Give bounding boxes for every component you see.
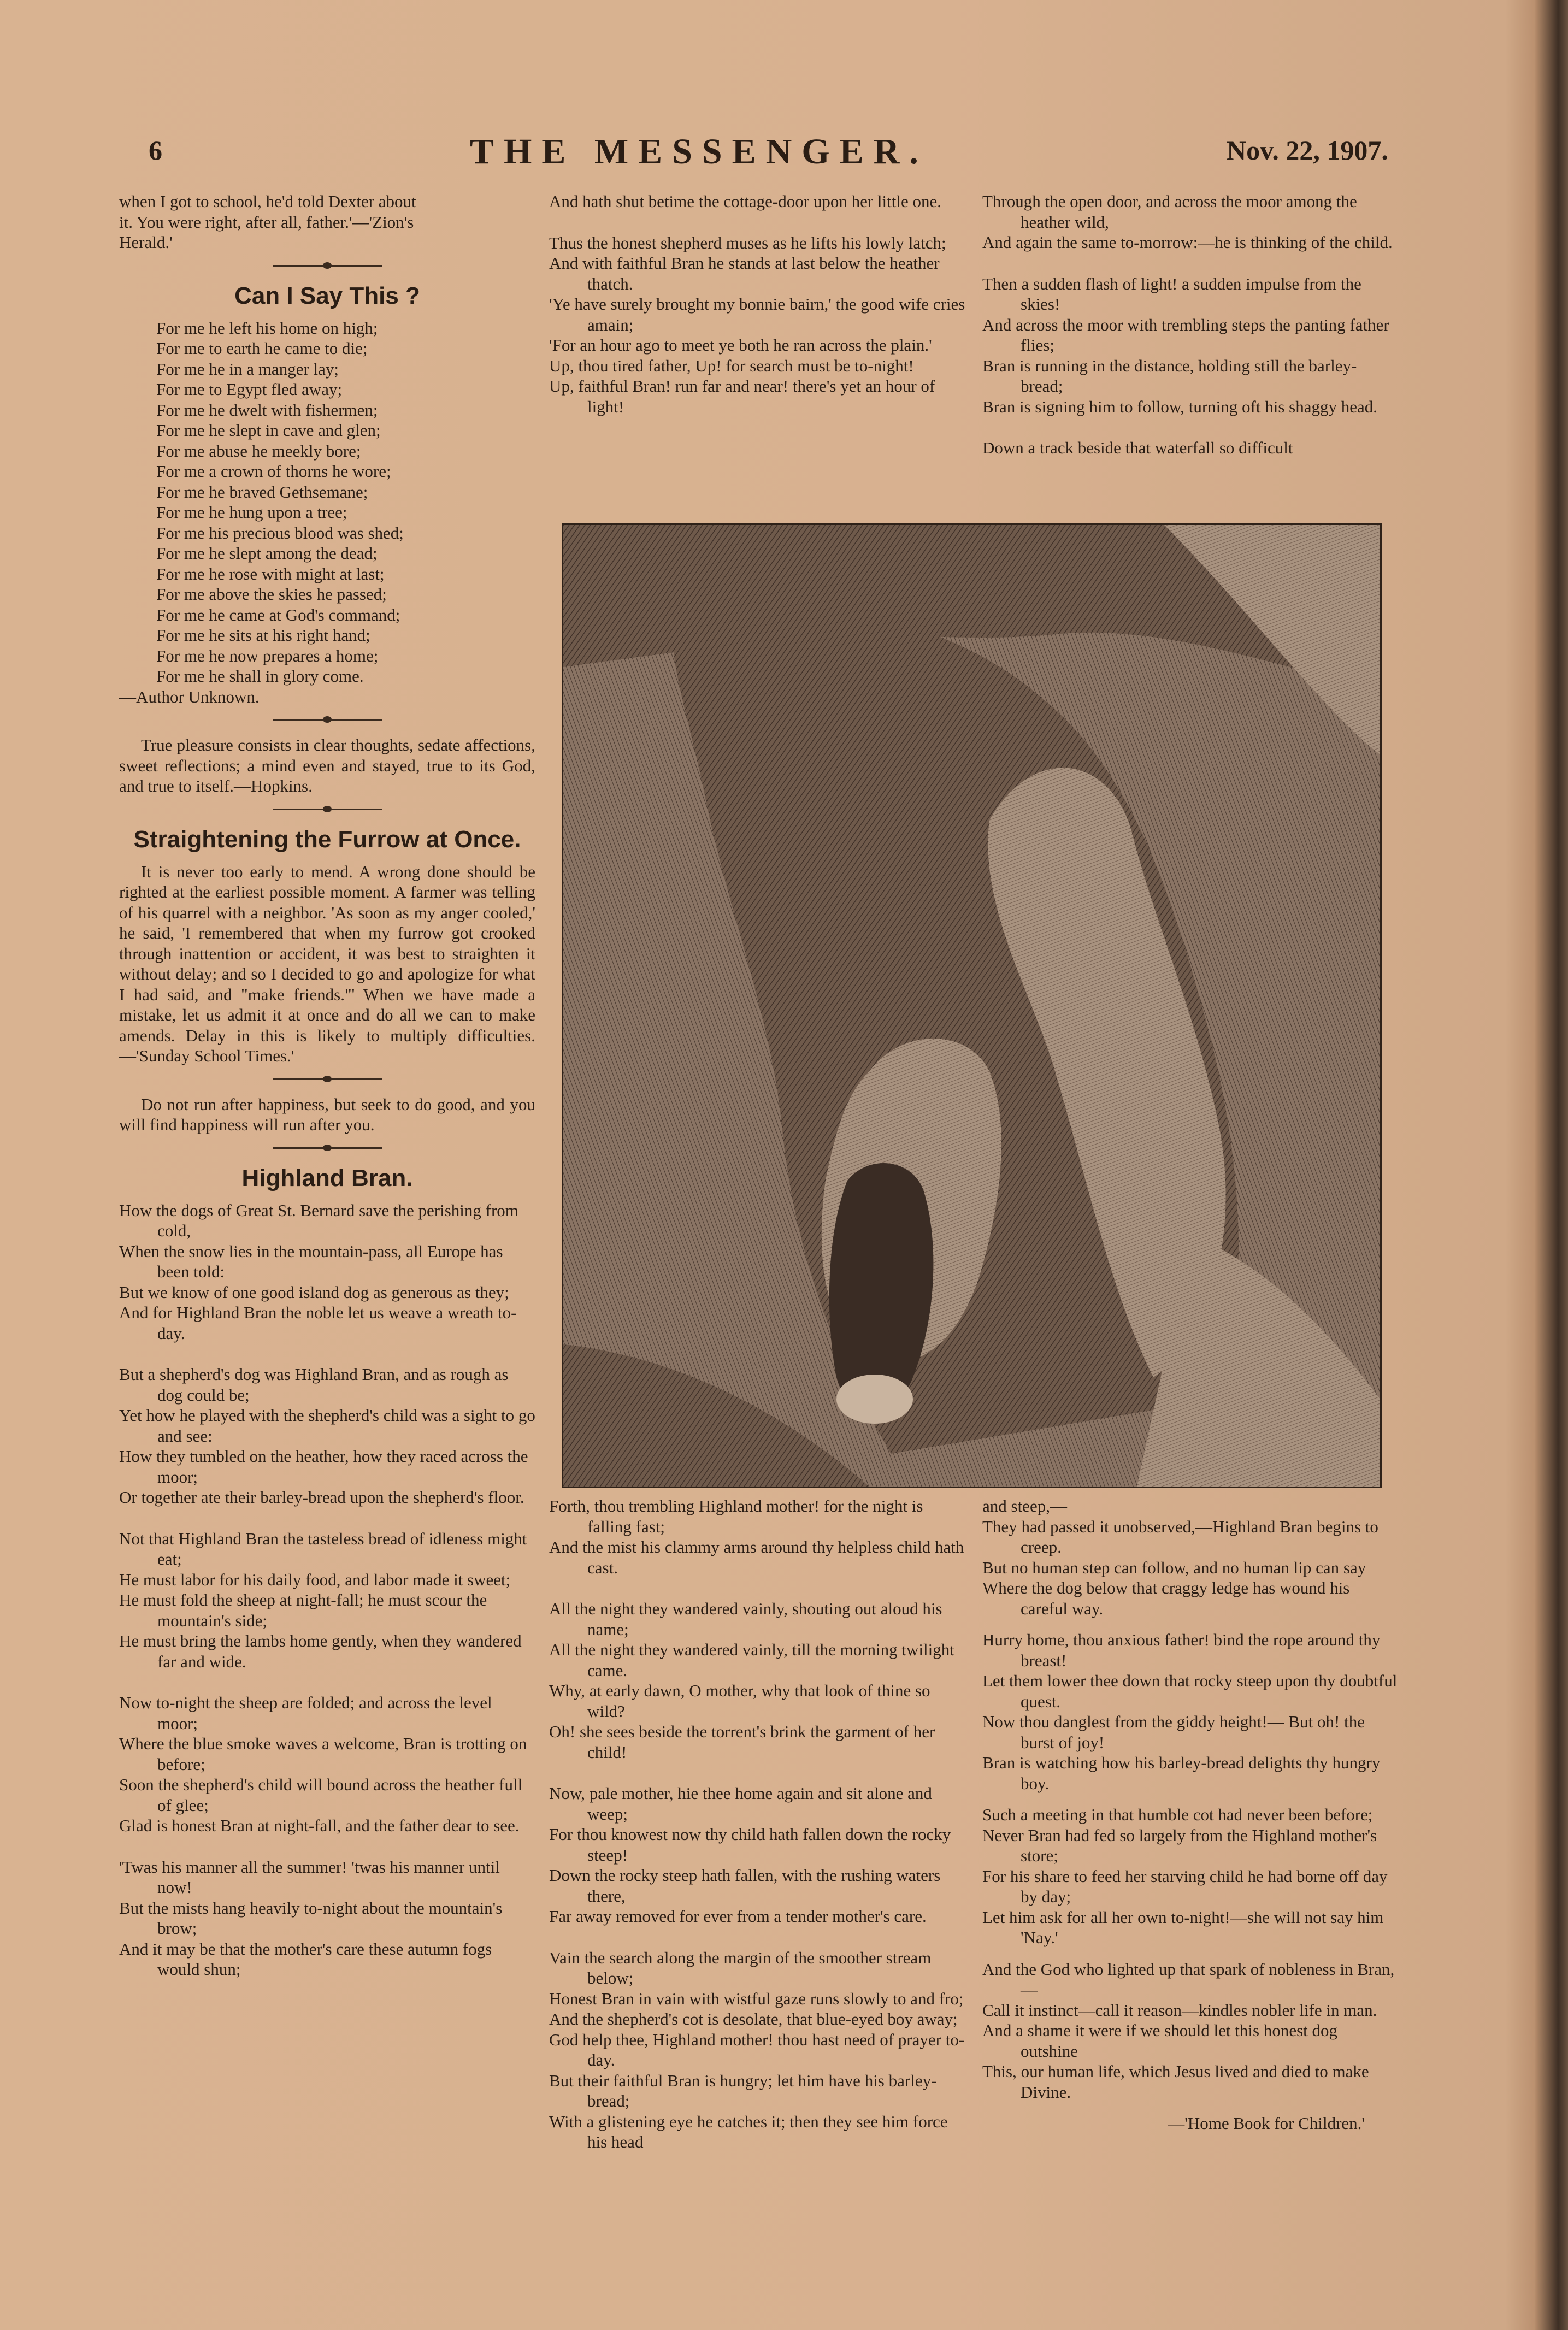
poem-line: Far away removed for ever from a tender mother's care. (549, 1907, 927, 1926)
poem-stanza (982, 191, 1398, 253)
poem-stanza (982, 1959, 1398, 2103)
poem-line: Through the open door, and across the moor among the heather wild, (982, 192, 1357, 232)
poem-stanza (549, 233, 970, 417)
poem-line: But a shepherd's dog was Highland Bran, and as rough as dog could be; (119, 1365, 509, 1405)
poem-line: Bran is running in the distance, holding still the barley-bread; (982, 356, 1357, 396)
masthead (0, 131, 1568, 180)
poem-line: And again the same to-morrow:—he is thinking of the child. (982, 233, 1393, 252)
poem-line: Then a sudden flash of light! a sudden impulse from the skies! (982, 274, 1361, 314)
quote-hopkins: True pleasure consists in clear thoughts, sedate affections, sweet reflections; a mind even and stayed, true to its God, and true to itself.—Hopkins. (119, 735, 535, 795)
poem-line: Now to-night the sheep are folded; and across the level moor; (119, 1693, 492, 1733)
intro-line: it. You were right, after all, father.'—'Zion's (119, 212, 414, 232)
poem-line: Bran is signing him to follow, turning oft his shaggy head. (982, 397, 1377, 416)
poem-title-can-i-say-this: Can I Say This ? (234, 282, 420, 309)
poem-line: How the dogs of Great St. Bernard save the perishing from cold, (119, 1200, 518, 1240)
poem-line: And the God who lighted up that spark of nobleness in Bran,— (982, 1959, 1395, 1999)
issue-date: Nov. 22, 1907. (1227, 135, 1388, 166)
poem-stanza (549, 1496, 970, 1578)
poem-stanza (549, 1948, 970, 2152)
poem-line: For me he sits at his right hand; (156, 626, 370, 645)
poem-line: How they tumbled on the heather, how they raced across the moor; (119, 1447, 528, 1487)
poem-line: But their faithful Bran is hungry; let him have his barley-bread; (549, 2071, 937, 2110)
dog-illustration (562, 523, 1382, 1488)
poem-line: For me he rose with might at last; (156, 564, 385, 583)
poem-attribution-home-book: —'Home Book for Children.' (1168, 2114, 1365, 2133)
section-divider (273, 809, 382, 810)
poem-line: 'For an hour ago to meet ye both he ran across the plain.' (549, 335, 932, 355)
poem-line: All the night they wandered vainly, shouting out aloud his name; (549, 1599, 942, 1639)
poem-line: Soon the shepherd's child will bound across the heather full of glee; (119, 1775, 523, 1815)
poem-stanza (982, 1630, 1398, 1794)
poem-line: And it may be that the mother's care these autumn fogs would shun; (119, 1939, 492, 1979)
poem-line: For me he shall in glory come. (156, 666, 364, 686)
poem-line: But the mists hang heavily to-night about the mountain's brow; (119, 1898, 503, 1938)
poem-line: For me a crown of thorns he wore; (156, 462, 391, 481)
poem-line: Forth, thou trembling Highland mother! for the night is falling fast; (549, 1496, 923, 1536)
poem-title-highland-bran: Highland Bran. (241, 1164, 413, 1191)
poem-line: They had passed it unobserved,—Highland Bran begins to creep. (982, 1517, 1378, 1556)
poem-line: When the snow lies in the mountain-pass, all Europe has been told: (119, 1241, 503, 1281)
poem-line: Yet how he played with the shepherd's child was a sight to go and see: (119, 1406, 535, 1446)
poem-line: Bran is watching how his barley-bread delights thy hungry boy. (982, 1753, 1381, 1793)
poem-line: 'Ye have surely brought my bonnie bairn,' the good wife cries amain; (549, 294, 965, 334)
poem-line: Up, faithful Bran! run far and near! there's yet an hour of light! (549, 376, 935, 416)
newspaper-title: THE MESSENGER. (470, 132, 928, 172)
poem-line: Or together ate their barley-bread upon the shepherd's floor. (119, 1488, 524, 1507)
column-1 (119, 191, 535, 2001)
poem-line: Now, pale mother, hie thee home again and sit alone and weep; (549, 1784, 932, 1824)
column-2-bottom (549, 1496, 970, 2173)
poem-line: For me he braved Gethsemane; (156, 482, 368, 502)
poem-line: And for Highland Bran the noble let us weave a wreath to-day. (119, 1303, 517, 1343)
intro-text (119, 191, 535, 253)
poem-line: Now thou danglest from the giddy height!— But oh! the burst of joy! (982, 1712, 1365, 1752)
poem-line: For me he dwelt with fishermen; (156, 400, 378, 420)
poem-line: Down a track beside that waterfall so difficult (982, 438, 1293, 457)
poem-line: And a shame it were if we should let this honest dog outshine (982, 2021, 1338, 2061)
column-3-bottom (982, 1496, 1398, 2134)
poem-line: Call it instinct—call it reason—kindles nobler life in man. (982, 2000, 1377, 2020)
poem-stanza (982, 1804, 1398, 1948)
poem-stanza (549, 1783, 970, 1927)
poem-line: Let them lower thee down that rocky steep upon thy doubtful quest. (982, 1671, 1398, 1711)
poem-line: For me he now prepares a home; (156, 646, 379, 665)
poem-stanza (982, 274, 1398, 417)
article-title-straightening: Straightening the Furrow at Once. (133, 825, 521, 853)
poem-line: For me he left his home on high; (156, 318, 378, 338)
poem-stanza (119, 1857, 535, 1980)
poem-line: And hath shut betime the cottage-door upon her little one. (549, 192, 941, 211)
poem-line: And the shepherd's cot is desolate, that blue-eyed boy away; (549, 2009, 958, 2028)
poem-stanza (119, 1200, 535, 1344)
poem-line: Up, thou tired father, Up! for search must be to-night! (549, 356, 914, 375)
poem-line: and steep,— (982, 1496, 1067, 1515)
poem-attribution: —Author Unknown. (119, 687, 260, 706)
poem-line: For me to Egypt fled away; (156, 380, 343, 399)
poem-line: With a glistening eye he catches it; then they see him force his head (549, 2111, 948, 2151)
poem-line: He must fold the sheep at night-fall; he must scour the mountain's side; (119, 1590, 487, 1630)
poem-line: For me he came at God's command; (156, 605, 400, 624)
poem-line: Oh! she sees beside the torrent's brink the garment of her child! (549, 1722, 935, 1762)
poem-line: Down the rocky steep hath fallen, with the rushing waters there, (549, 1866, 941, 1906)
poem-line: For me to earth he came to die; (156, 339, 368, 358)
dog-engraving-image (563, 525, 1380, 1487)
poem-line: Never Bran had fed so largely from the Highland mother's store; (982, 1825, 1377, 1865)
poem-line: 'Twas his manner all the summer! 'twas his manner until now! (119, 1857, 500, 1897)
poem-highland-bran-part-1 (119, 1200, 535, 1980)
poem-line: Where the dog below that craggy ledge has wound his careful way. (982, 1578, 1350, 1618)
article-body-straightening: It is never too early to mend. A wrong done should be righted at the earliest possible moment. A farmer was telling of his quarrel with a neighbor. 'As soon as my anger cooled,' he said, 'I remembered that when my furrow got crooked through inattention or accident, it was best to straighten it without delay; and so I decided to go and apologize for what I had said, and "make friends."' When we have made a mistake, let us admit it at once and do all we can to make amends. Delay in this is likely to multiply difficulties.—'Sunday School Times.' (119, 862, 535, 1065)
poem-line: But we know of one good island dog as generous as they; (119, 1282, 509, 1302)
poem-line: Not that Highland Bran the tasteless bread of idleness might eat; (119, 1529, 527, 1568)
page-binding-edge (1535, 0, 1568, 2330)
poem-stanza (549, 1598, 970, 1762)
section-divider (273, 1078, 382, 1080)
poem-line: Such a meeting in that humble cot had never been before; (982, 1805, 1373, 1824)
poem-line: Where the blue smoke waves a welcome, Bran is trotting on before; (119, 1734, 527, 1774)
section-divider (273, 719, 382, 721)
column-2-top (549, 191, 970, 438)
highland-bran-final-stanzas (982, 1496, 1398, 2102)
section-divider (273, 1147, 382, 1149)
poem-line: For me above the skies he passed; (156, 585, 387, 604)
column-3-top (982, 191, 1398, 479)
quote-happiness: Do not run after happiness, but seek to do good, and you will find happiness will run after you. (119, 1094, 535, 1134)
poem-stanza (982, 438, 1398, 458)
poem-line: And with faithful Bran he stands at last below the heather thatch. (549, 253, 940, 293)
poem-stanza (119, 1364, 535, 1508)
intro-line: when I got to school, he'd told Dexter about (119, 192, 416, 211)
poem-stanza (549, 191, 970, 212)
poem-line: This, our human life, which Jesus lived and died to make Divine. (982, 2062, 1369, 2102)
poem-line: Let him ask for all her own to-night!—she will not say him 'Nay.' (982, 1907, 1384, 1947)
poem-line: And across the moor with trembling steps the panting father flies; (982, 315, 1389, 355)
poem-stanza (119, 1692, 535, 1836)
poem-line: For me his precious blood was shed; (156, 523, 404, 542)
intro-line: Herald.' (119, 233, 173, 252)
poem-line: For me he slept among the dead; (156, 544, 378, 563)
poem-line: God help thee, Highland mother! thou hast need of prayer to-day. (549, 2030, 965, 2069)
poem-stanza (982, 1496, 1398, 1619)
poem-line: For me he slept in cave and glen; (156, 421, 381, 440)
poem-line: He must bring the lambs home gently, when they wandered far and wide. (119, 1631, 522, 1671)
poem-line: Vain the search along the margin of the smoother stream below; (549, 1948, 932, 1987)
poem-line: For me he hung upon a tree; (156, 503, 347, 522)
poem-line: Thus the honest shepherd muses as he lifts his lowly latch; (549, 233, 946, 252)
poem-line: For his share to feed her starving child he had borne off day by day; (982, 1866, 1388, 1906)
poem-line: He must labor for his daily food, and labor made it sweet; (119, 1570, 511, 1589)
poem-line: Honest Bran in vain with wistful gaze runs slowly to and fro; (549, 1989, 964, 2008)
poem-line: For me abuse he meekly bore; (156, 441, 361, 461)
section-divider (273, 265, 382, 267)
page-number: 6 (149, 135, 162, 166)
poem-line: And the mist his clammy arms around thy helpless child hath cast. (549, 1537, 964, 1577)
poem-line: But no human step can follow, and no human lip can say (982, 1558, 1366, 1577)
poem-line: All the night they wandered vainly, till the morning twilight came. (549, 1640, 954, 1680)
poem-line: Glad is honest Bran at night-fall, and the father dear to see. (119, 1816, 520, 1835)
poem-can-i-say-this (119, 318, 535, 687)
poem-line: Hurry home, thou anxious father! bind the rope around thy breast! (982, 1630, 1381, 1670)
poem-stanza (119, 1529, 535, 1672)
poem-line: For thou knowest now thy child hath fallen down the rocky steep! (549, 1825, 951, 1865)
poem-line: Why, at early dawn, O mother, why that look of thine so wild? (549, 1681, 930, 1721)
poem-line: For me he in a manger lay; (156, 359, 339, 379)
